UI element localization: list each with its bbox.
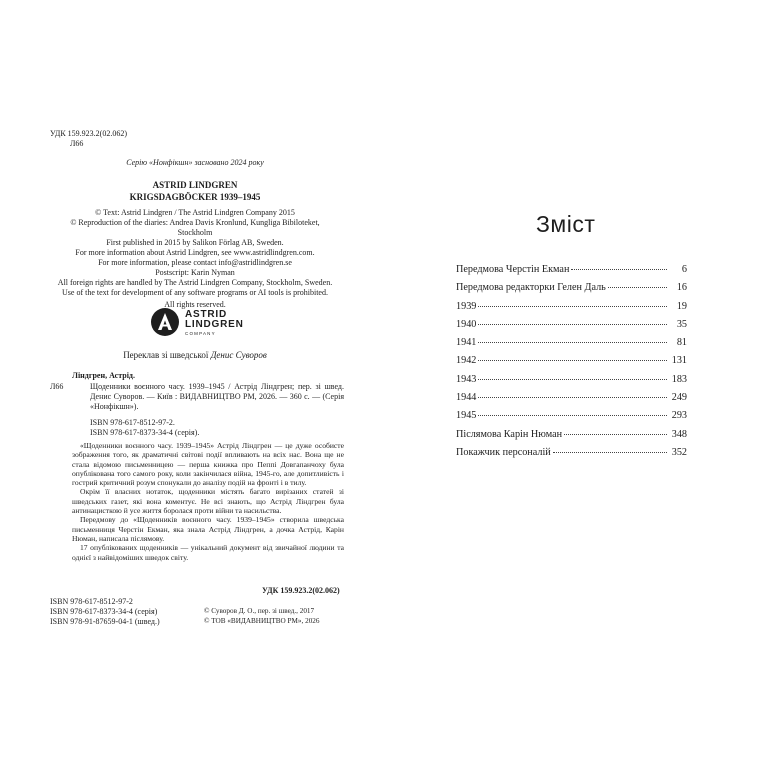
toc-entry-label: 1945 (456, 410, 477, 422)
logo-line-2: LINDGREN (185, 319, 244, 330)
toc-entry-page: 249 (671, 392, 687, 404)
annotation-paragraph: Передмову до «Щоденників воєнного часу. 1939–1945» створила шведська письменниця Черстін Екман, яка знала Астрід Ліндгрен, а дочка Астрід, Карін Нюман, написала післямову. (72, 515, 344, 543)
footer-copyright: © ТОВ «ВИДАВНИЦТВО РМ», 2026 (204, 616, 320, 625)
toc-entry[interactable] (456, 355, 687, 373)
catalog-annotation (72, 441, 344, 562)
toc-entry[interactable] (456, 447, 687, 465)
annotation-paragraph: Окрім її власних нотаток, щоденники містять багато вирізаних статей зі шведських газет, які вона коментує. Не всі знають, що Астрід Ліндгрен була антинацисткою й усе життя боролася проти війни та насильства. (72, 487, 344, 516)
copyright-line: All rights reserved. (164, 300, 226, 309)
astrid-lindgren-company-logo (150, 307, 250, 337)
logo-line-3: COMPANY (185, 331, 216, 336)
translator-prefix: Переклав зі шведської (123, 350, 211, 360)
toc-entry[interactable] (456, 282, 687, 300)
toc-leader (478, 379, 667, 380)
toc-entry-label: 1939 (456, 300, 477, 312)
footer-copyright: © Суворов Д. О., пер. зі швед., 2017 (204, 607, 315, 615)
toc-entry-label: 1940 (456, 318, 477, 330)
toc-title: Зміст (536, 211, 596, 237)
catalog-description: Щоденники воєнного часу. 1939–1945 / Астрід Ліндгрен; пер. зі швед. Денис Суворов. — Київ : ВИДАВНИЦТВО РМ, 2026. — 360 с. — (Серія «Нонфікшн»). (90, 382, 344, 411)
toc-entry-label: Покажчик персоналій (456, 446, 551, 458)
annotation-paragraph: «Щоденники воєнного часу. 1939–1945» Астрід Ліндгрен — це дуже особисте зображення того, як драматичні світові події впливають на всіх нас. Вона ще не стала відомою письменницею — перша книжка про Пеппі Довгапанчоху була опублікована того самого року, коли закінчилася війна, 1945-го, але допитливість і гострий критичний розум спонукали до аналізу подій на фронті і в тилу. (72, 441, 344, 488)
toc-entry-page: 352 (671, 446, 687, 458)
toc-entry-page: 35 (676, 318, 687, 330)
catalog-isbn: ISBN 978-617-8512-97-2. (90, 418, 175, 427)
toc-entry-label: Передмова Черстін Екман (456, 264, 570, 275)
toc-entry[interactable] (456, 429, 687, 447)
toc-entry[interactable] (456, 410, 687, 428)
toc-leader (478, 397, 667, 398)
catalog-isbn-series: ISBN 978-617-8373-34-4 (серія). (90, 428, 200, 437)
astrid-lindgren-a-logo-icon (150, 307, 180, 337)
toc-entry[interactable] (456, 319, 687, 337)
annotation-paragraph: 17 опублікованих щоденників — унікальний документ від звичайної людини та однієї з найвідоміших шведок світу. (72, 543, 344, 562)
catalog-udk-bottom: УДК 159.923.2(02.062) (262, 586, 340, 595)
footer-isbn: ISBN 978-91-87659-04-1 (швед.) (50, 617, 160, 626)
toc-entry-label: 1942 (456, 355, 477, 367)
toc-leader (478, 360, 667, 361)
toc-leader (553, 452, 667, 453)
series-note: Серію «Нонфікшн» засновано 2024 року (126, 158, 264, 167)
author-name: ASTRID LINDGREN (152, 180, 238, 190)
toc-entry-label: Передмова редакторки Гелен Даль (456, 282, 606, 294)
copyright-block (40, 208, 350, 310)
toc-leader (564, 434, 667, 435)
toc-entry[interactable] (456, 392, 687, 410)
toc-entry-page: 81 (676, 337, 687, 349)
toc-entry[interactable] (456, 374, 687, 392)
toc-leader (478, 306, 667, 307)
footer-isbn-list (50, 597, 160, 627)
udk-code: УДК 159.923.2(02.062) (50, 129, 127, 138)
copyright-line: © Reproduction of the diaries: Andrea Davis Kronlund, Kungliga Bibiloteket, (70, 218, 320, 227)
toc-entry-label: 1941 (456, 337, 477, 349)
toc-leader (571, 269, 667, 270)
logo-line-1: ASTRID (185, 309, 228, 320)
toc-entry-label: Післямова Карін Нюман (456, 428, 563, 440)
footer-isbn: ISBN 978-617-8373-34-4 (серія) (50, 607, 158, 616)
toc-entry-page: 19 (676, 300, 687, 312)
toc-entry[interactable] (456, 301, 687, 319)
copyright-line: For more information, please contact info@astridlindgren.se (98, 258, 292, 267)
copyright-line: All foreign rights are handled by The Astrid Lindgren Company, Stockholm, Sweden. (57, 278, 333, 287)
toc-leader (608, 287, 667, 288)
toc-entry[interactable] (456, 264, 687, 282)
toc-entry-page: 183 (671, 373, 687, 385)
toc-leader (478, 324, 667, 325)
copyright-line: © Text: Astrid Lindgren / The Astrid Lindgren Company 2015 (95, 208, 295, 217)
toc-entry-page: 293 (671, 410, 687, 422)
translator-name: Денис Суворов (210, 350, 267, 360)
footer-copyright-list (204, 607, 320, 626)
author-mark: Л66 (70, 139, 84, 148)
toc-entry-page: 16 (676, 282, 687, 294)
original-title: KRIGSDAGBÖCKER 1939–1945 (129, 192, 261, 202)
toc-entry-label: 1943 (456, 373, 477, 385)
footer-isbn: ISBN 978-617-8512-97-2 (50, 597, 133, 606)
toc-leader (478, 342, 667, 343)
copyright-line: Postscript: Karin Nyman (155, 268, 235, 277)
table-of-contents (456, 264, 687, 465)
copyright-line: For more information about Astrid Lindgren, see www.astridlindgren.com. (75, 248, 315, 257)
toc-entry-page: 131 (671, 355, 687, 367)
catalog-mark: Л66 (50, 382, 64, 391)
copyright-line: Stockholm (177, 228, 213, 237)
catalog-heading: Ліндгрен, Астрід. (72, 371, 135, 380)
toc-entry-page: 6 (681, 264, 687, 275)
translator-line (50, 350, 340, 361)
toc-entry-label: 1944 (456, 392, 477, 404)
toc-entry-page: 348 (671, 428, 687, 440)
toc-leader (478, 415, 667, 416)
copyright-line: First published in 2015 by Salikon Förlag AB, Sweden. (106, 238, 284, 247)
copyright-line: Use of the text for development of any software programs or AI tools is prohibited. (62, 288, 328, 297)
toc-entry[interactable] (456, 337, 687, 355)
